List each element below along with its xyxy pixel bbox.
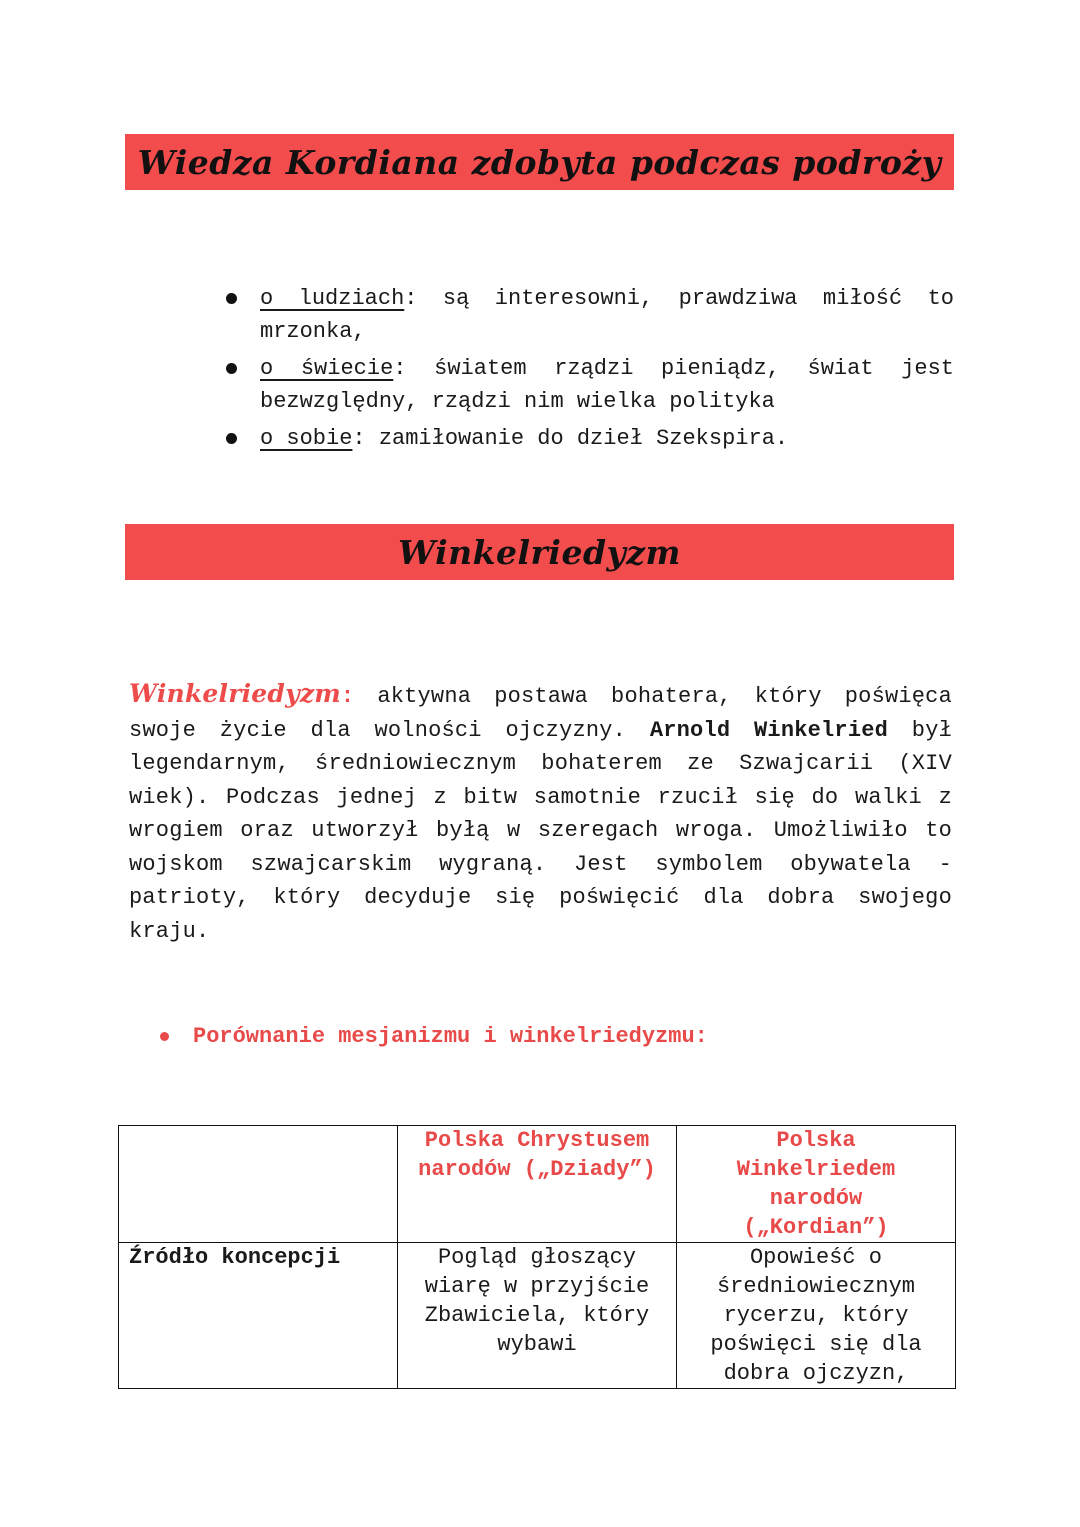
definition-text-continued: był legendarnym, średniowiecznym bohaterem ze Szwajcarii (XIV wiek). Podczas jednej z bitw samotnie rzucił się do walki z wrogiem oraz utworzył byłą w szeregach wroga. Umożliwiło to wojskom szwajcarskim wygraną. Jest symbolem obywatela - patrioty, który decyduje się poświęcić dla dobra swojego kraju. — [129, 717, 953, 944]
comparison-heading-text: Porównanie mesjanizmu i winkelriedyzmu: — [193, 1024, 708, 1049]
table-header-messianism: Polska Chrystusem narodów („Dziady”) — [398, 1126, 677, 1243]
bullet-dot-icon — [160, 1032, 169, 1041]
bullet-separator: : — [404, 286, 418, 311]
bullet-text: zamiłowanie do dzieł Szekspira. — [365, 426, 789, 451]
section-title: Wiedza Kordiana zdobyta podczas podroży — [137, 142, 942, 182]
bullet-dot-icon — [226, 433, 237, 444]
bullet-dot-icon — [226, 363, 237, 374]
bullet-text: światem rządzi pieniądz, świat jest bezwzględny, rządzi nim wielka polityka — [260, 356, 955, 414]
bullet-text: są interesowni, prawdziwa miłość to mrzonka, — [260, 286, 954, 344]
list-item — [226, 422, 954, 455]
table-header-row — [119, 1126, 956, 1243]
table-header-winkelriedism: Polska Winkelriedem narodów („Kordian”) — [677, 1126, 956, 1243]
bullet-dot-icon — [226, 293, 237, 304]
table-row-label: Źródło koncepcji — [119, 1243, 398, 1389]
comparison-heading — [160, 1024, 708, 1049]
section-banner-knowledge — [125, 134, 954, 190]
definition-paragraph — [129, 677, 952, 948]
definition-separator: : — [340, 684, 355, 709]
definition-term: Winkelriedyzm — [129, 679, 341, 708]
table-row — [119, 1243, 956, 1389]
section-title: Winkelriedyzm — [398, 532, 681, 572]
list-item — [226, 282, 954, 348]
definition-bold-name: Arnold Winkelried — [649, 717, 889, 743]
list-item — [226, 352, 954, 418]
bullet-separator: : — [352, 426, 366, 451]
table-cell-messianism: Pogląd głoszący wiarę w przyjście Zbawiciela, który wybawi — [398, 1243, 677, 1389]
table-cell-winkelriedism: Opowieść o średniowiecznym rycerzu, który poświęci się dla dobra ojczyzn, — [677, 1243, 956, 1389]
bullet-term: o świecie — [260, 356, 394, 381]
bullet-separator: : — [393, 356, 407, 381]
section-banner-winkelriedyzm — [125, 524, 954, 580]
bullet-term: o sobie — [260, 426, 353, 451]
table-header-empty — [119, 1126, 398, 1243]
comparison-table — [118, 1125, 956, 1389]
knowledge-list — [226, 282, 954, 459]
bullet-term: o ludziach — [260, 286, 405, 311]
definition-text: aktywna postawa bohatera, który poświęca swoje życie dla wolności ojczyzny. — [129, 684, 952, 743]
